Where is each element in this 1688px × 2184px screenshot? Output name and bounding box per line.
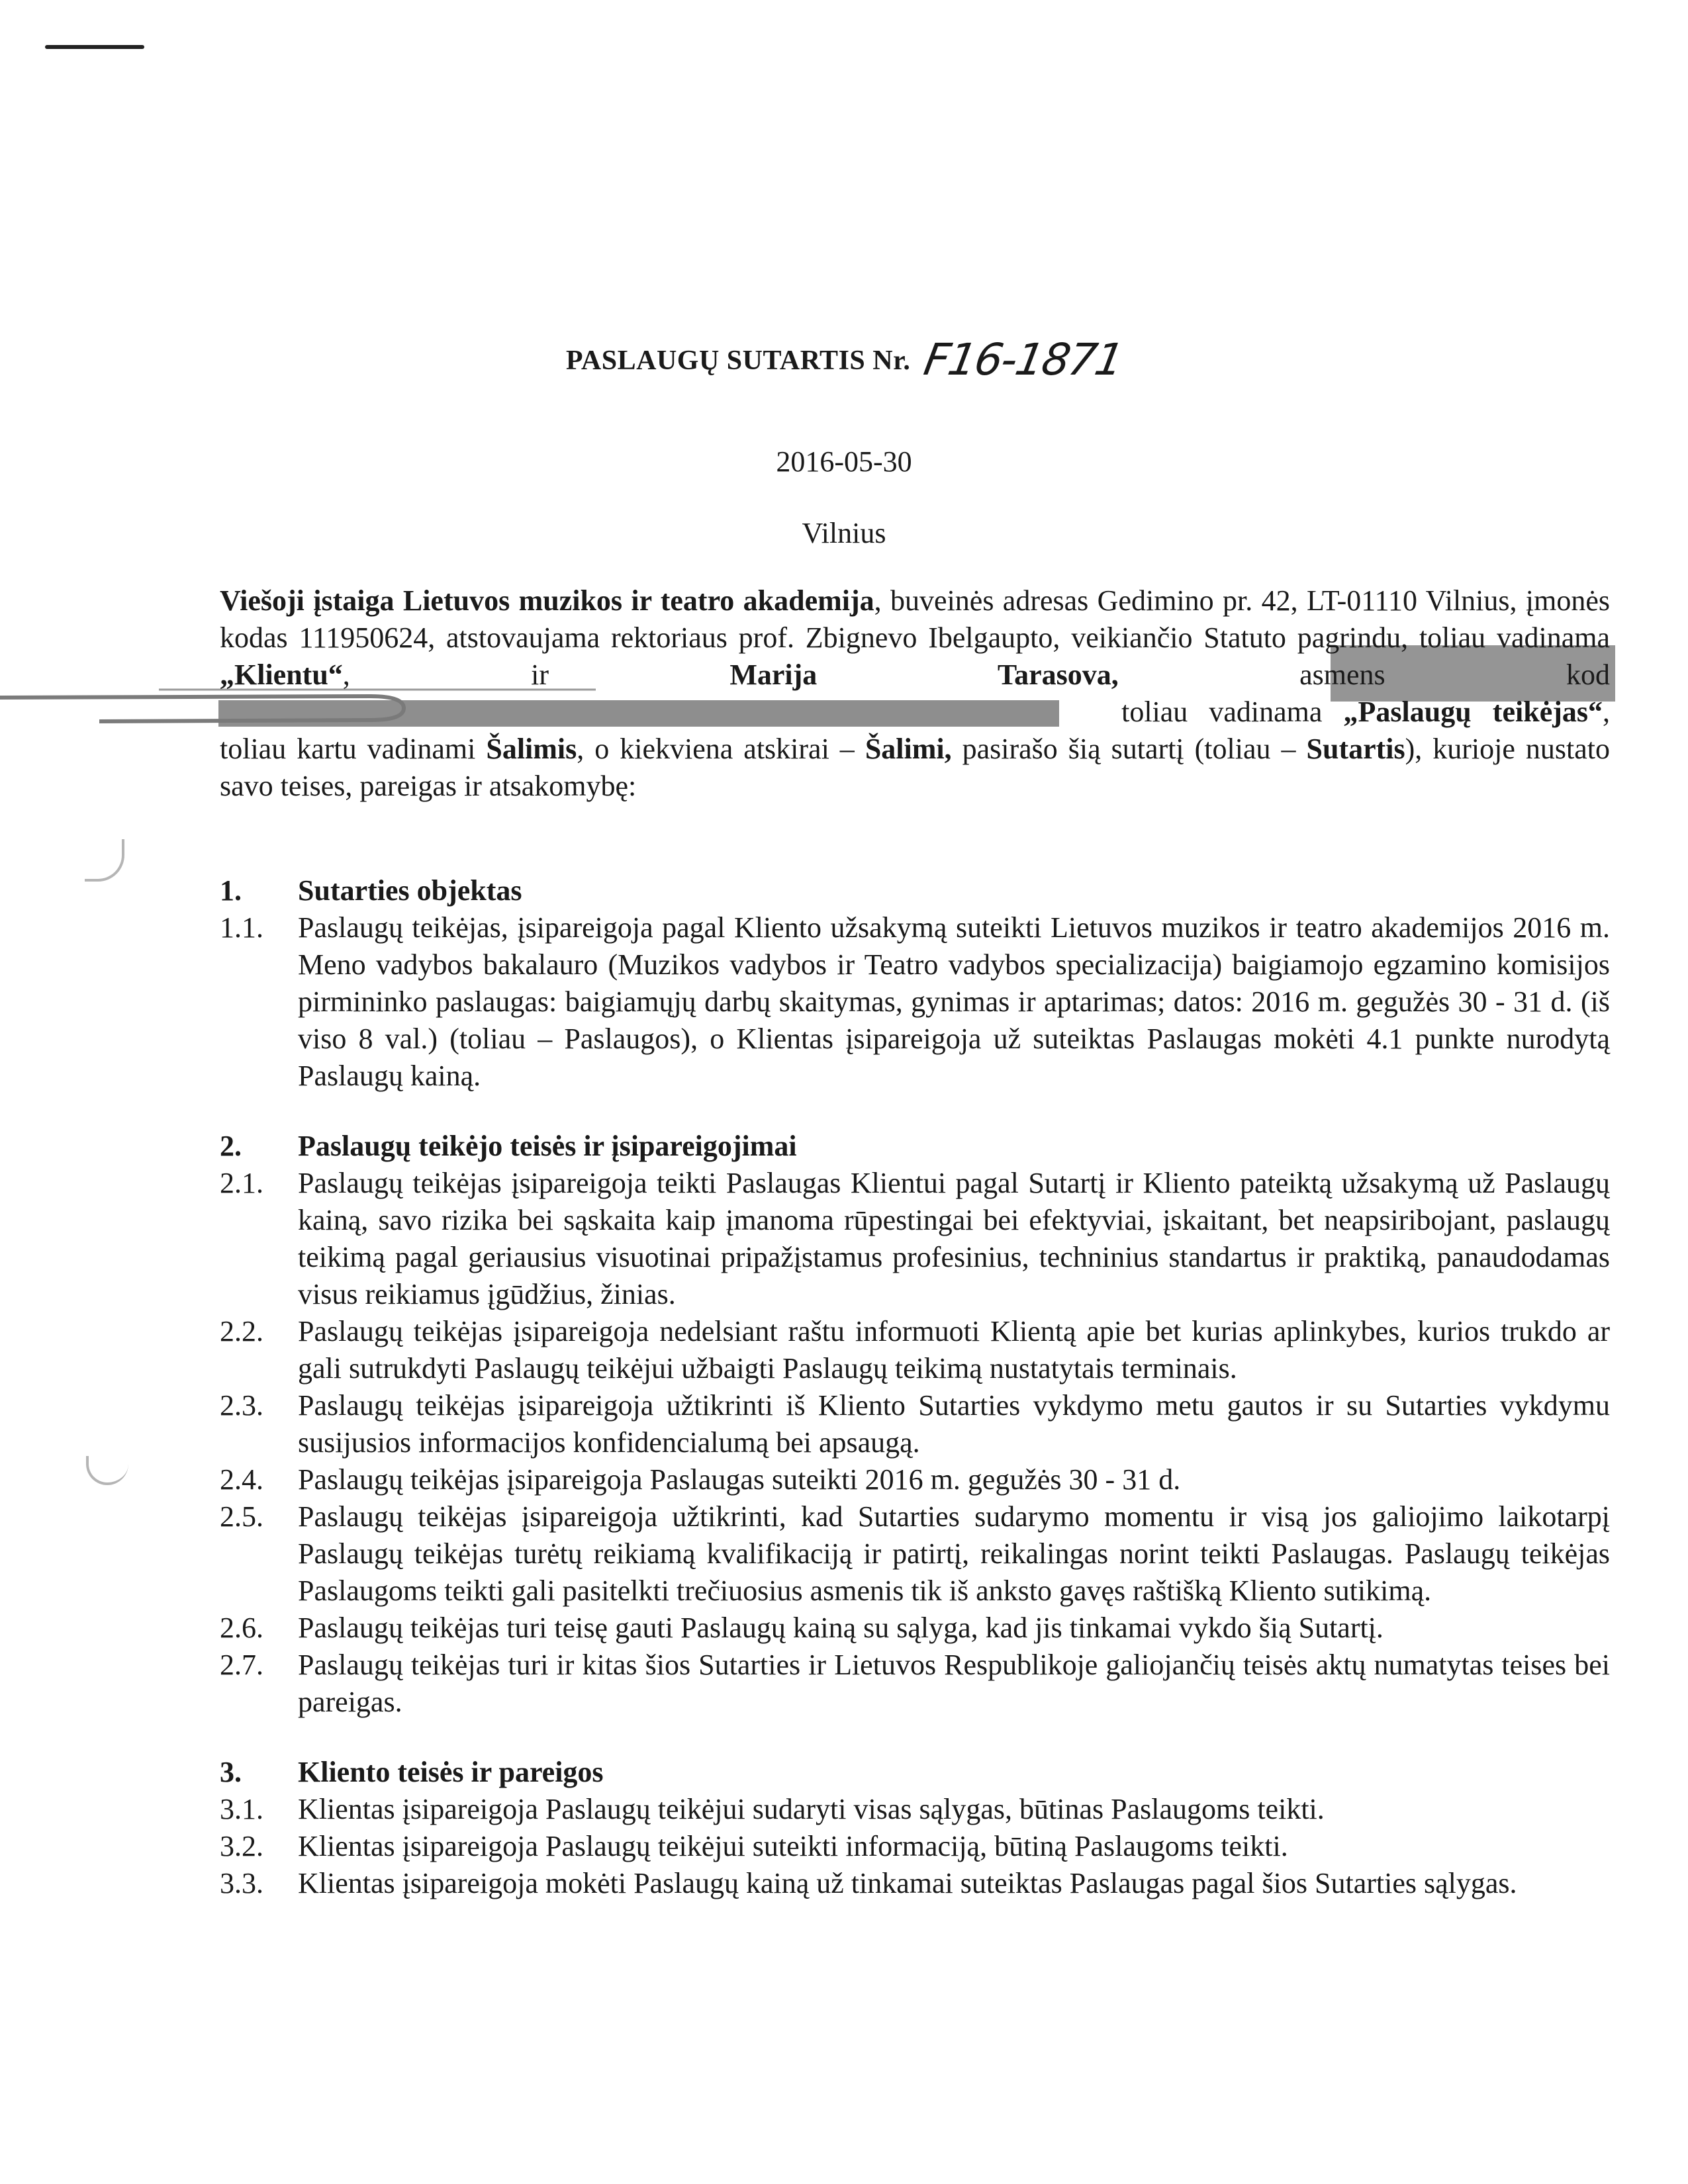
section-title: Sutarties objektas <box>298 874 522 907</box>
intro-text: , ir <box>342 659 730 691</box>
clause-number: 2.1. <box>220 1167 263 1199</box>
scan-mark <box>45 45 144 49</box>
document-date: 2016-05-30 <box>776 445 912 478</box>
client-name: Viešoji įstaiga Lietuvos muzikos ir teatro akademija <box>220 584 874 617</box>
punch-hole <box>86 1456 128 1485</box>
clause <box>220 1791 1610 1828</box>
section-number: 2. <box>220 1130 242 1162</box>
clause <box>220 1498 1610 1610</box>
clause-number: 1.1. <box>220 911 263 944</box>
clause-number: 2.7. <box>220 1649 263 1681</box>
intro-text: ), kurioje nustato savo teises, pareigas ir atsakomybę: <box>220 733 1611 802</box>
section-2 <box>220 1128 1610 1721</box>
clause-number: 3.2. <box>220 1830 263 1862</box>
clause-text: Paslaugų teikėjas įsipareigoja užtikrinti iš Kliento Sutarties vykdymo metu gautos ir su Sutarties vykdymu susijusios informacijos konfidencialumą bei apsaugą. <box>298 1389 1610 1459</box>
clause-text: Paslaugų teikėjas įsipareigoja teikti Paslaugas Klientui pagal Sutartį ir Kliento pateiktą užsakymą už Paslaugų kainą, savo rizika bei sąskaita kaip įmanoma rūpestingai bei efektyviai, įskaitant, bet neapsiribojant, paslaugų teikimą pagal geriausius visuotinai pripažįstamus profesinius, techninius standartus ir praktiką, panaudodamas visus reikiamus įgūdžius, žinias. <box>298 1167 1610 1310</box>
intro-text: , buveinės adresas Gedimino pr. 42, LT-01110 Vilnius, įmonės kodas 111950624, atstovaujama rektoriaus prof. Zbignevo Ibelgaupto, veikiančio Statuto pagrindu, toliau vadinama <box>220 584 1610 654</box>
section-number: 3. <box>220 1756 242 1788</box>
document-city: Vilnius <box>802 517 886 549</box>
provider-name: Marija Tarasova, <box>729 659 1119 691</box>
section-title: Paslaugų teikėjo teisės ir įsipareigojimai <box>298 1130 797 1162</box>
section-heading <box>220 1754 1610 1791</box>
intro-paragraph <box>220 582 1610 805</box>
clause-text: Paslaugų teikėjas įsipareigoja nedelsiant raštu informuoti Klientą apie bet kurias aplinkybes, kurios trukdo ar gali sutrukdyti Paslaugų teikėjui užbaigti Paslaugų teikimą nustatytais terminais. <box>298 1315 1610 1385</box>
clause <box>220 1387 1610 1461</box>
section-number: 1. <box>220 874 242 907</box>
clause-text: Paslaugų teikėjas įsipareigoja užtikrinti, kad Sutarties sudarymo momentu ir visą jos galiojimo laikotarpį Paslaugų teikėjas turėtų reikiamą kvalifikaciją ir patirtį, reikalingas norint teikti Paslaugas. Paslaugų teikėjas Paslaugoms teikti gali pasitelkti trečiuosius asmenis tik iš anksto gavęs raštišką Kliento sutikimą. <box>298 1500 1610 1607</box>
clause-text: Paslaugų teikėjas įsipareigoja Paslaugas suteikti 2016 m. gegužės 30 - 31 d. <box>298 1463 1181 1496</box>
provider-label: „Paslaugų teikėjas“ <box>1343 696 1603 728</box>
section-3 <box>220 1754 1610 1902</box>
clause-number: 3.1. <box>220 1793 263 1825</box>
clause <box>220 1647 1610 1721</box>
intro-text: toliau vadinama <box>1100 696 1344 728</box>
section-heading <box>220 1128 1610 1165</box>
clause <box>220 1610 1610 1647</box>
section-1 <box>220 872 1610 1095</box>
clause-text: Klientas įsipareigoja mokėti Paslaugų kainą už tinkamai suteiktas Paslaugas pagal šios Sutarties sąlygas. <box>298 1867 1517 1899</box>
clause <box>220 1165 1610 1313</box>
clause-text: Paslaugų teikėjas turi ir kitas šios Sutarties ir Lietuvos Respublikoje galiojančių teisės aktų numatytas teises bei pareigas. <box>298 1649 1610 1718</box>
section-title: Kliento teisės ir pareigos <box>298 1756 604 1788</box>
title-row <box>0 334 1688 385</box>
clause-number: 2.6. <box>220 1612 263 1644</box>
intro-text: asmens kod <box>1118 659 1610 691</box>
clause-number: 2.5. <box>220 1500 263 1533</box>
clause-text: Paslaugų teikėjas turi teisę gauti Paslaugų kainą su sąlyga, kad jis tinkamai vykdo šią Sutartį. <box>298 1612 1383 1644</box>
section-heading <box>220 872 1610 909</box>
party-label: Šalimi, <box>865 733 952 765</box>
clause-number: 2.3. <box>220 1389 263 1422</box>
clause-number: 2.4. <box>220 1463 263 1496</box>
contract-label: Sutartis <box>1306 733 1405 765</box>
clause <box>220 1313 1610 1387</box>
client-label: „Klientu“ <box>220 659 343 691</box>
clause-text: Paslaugų teikėjas, įsipareigoja pagal Kliento užsakymą suteikti Lietuvos muzikos ir teatro akademijos 2016 m. Meno vadybos bakalauro (Muzikos vadybos ir Teatro vadybos specializacija) baigiamojo egzamino komisijos pirmininko paslaugas: baigiamųjų darbų skaitymas, gynimas ir aptarimas; datos: 2016 m. gegužės 30 - 31 d. (iš viso 8 val.) (toliau – Paslaugos), o Klientas įsipareigoja už suteiktas Paslaugas mokėti 4.1 punkte nurodytą Paslaugų kainą. <box>298 911 1610 1092</box>
clause-text: Klientas įsipareigoja Paslaugų teikėjui sudaryti visas sąlygas, būtinas Paslaugoms teikti. <box>298 1793 1325 1825</box>
intro-text: , o kiekviena atskirai – <box>577 733 865 765</box>
clause <box>220 909 1610 1095</box>
handwritten-contract-number: F16-1871 <box>920 334 1127 385</box>
document-title: PASLAUGŲ SUTARTIS Nr. <box>565 345 911 376</box>
intro-text: , toliau kartu vadinami <box>220 696 1610 765</box>
clause <box>220 1865 1610 1902</box>
clause-text: Klientas įsipareigoja Paslaugų teikėjui suteikti informaciją, būtiną Paslaugoms teikti. <box>298 1830 1288 1862</box>
clause <box>220 1461 1610 1498</box>
clause <box>220 1828 1610 1865</box>
contract-body <box>220 872 1610 1935</box>
clause-number: 3.3. <box>220 1867 263 1899</box>
intro-text: pasirašo šią sutartį (toliau – <box>951 733 1307 765</box>
parties-label: Šalimis <box>486 733 577 765</box>
clause-number: 2.2. <box>220 1315 263 1347</box>
punch-hole <box>85 839 124 882</box>
